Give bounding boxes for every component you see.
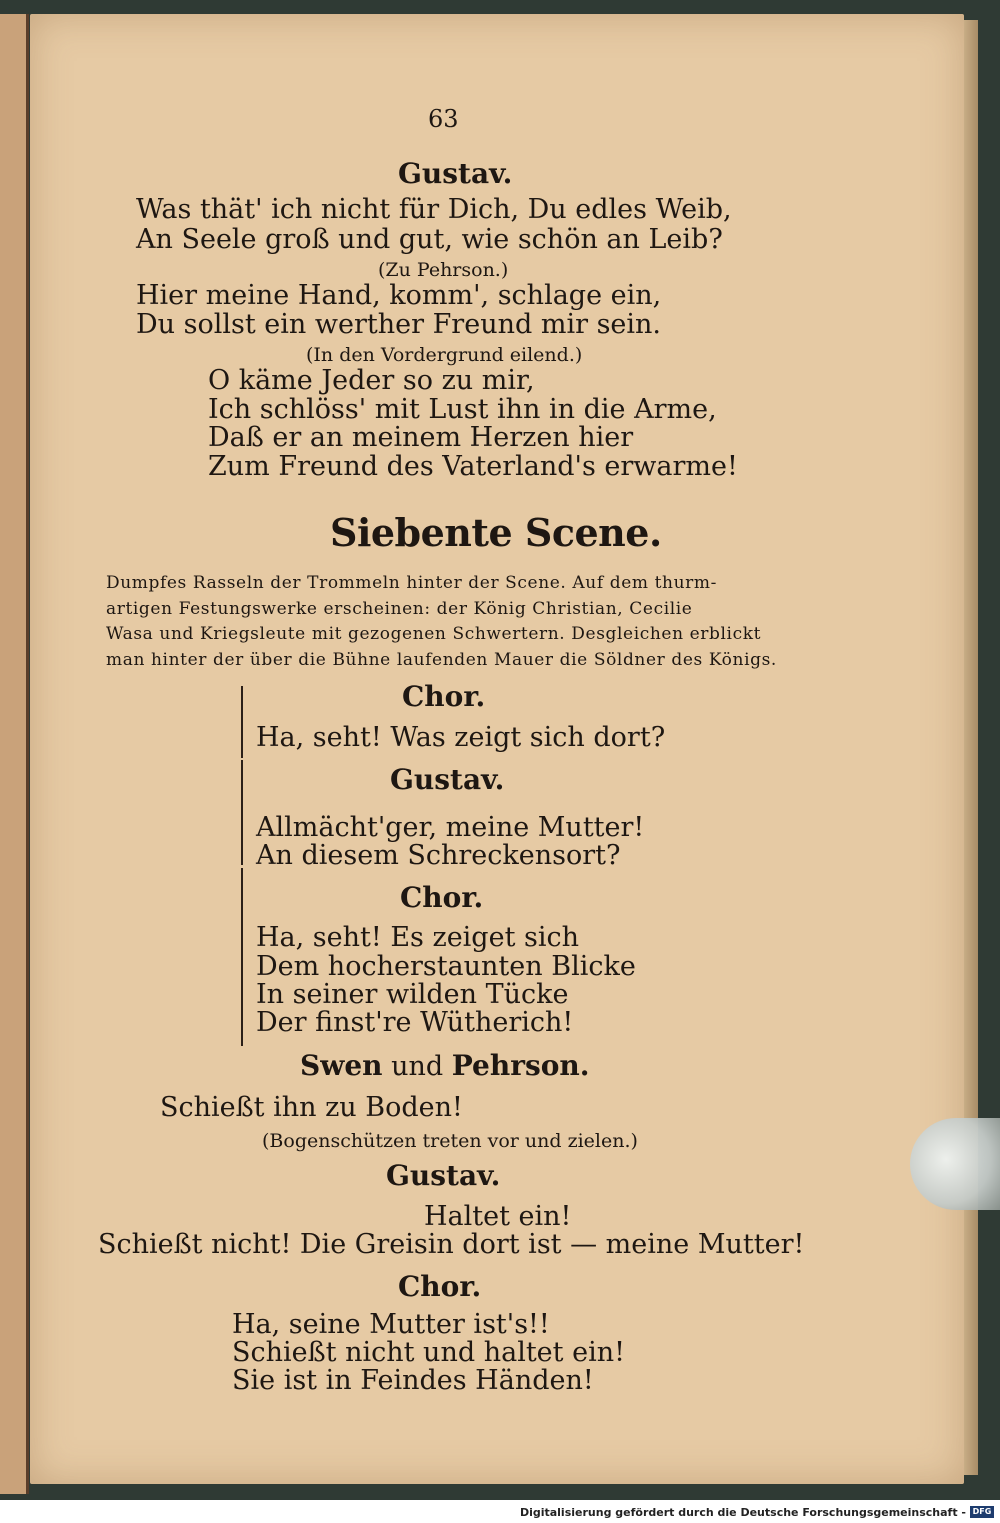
verse-line: Der finst're Wütherich! xyxy=(256,1007,574,1038)
page-stack-edge xyxy=(964,20,978,1475)
verse-line: Zum Freund des Vaterland's erwarme! xyxy=(208,451,738,482)
speakers-swen-pehrson xyxy=(300,1050,590,1083)
verse-line: Ha, seht! Was zeigt sich dort? xyxy=(256,722,666,753)
speaker-chor: Chor. xyxy=(400,881,484,914)
verse-line: Was thät' ich nicht für Dich, Du edles Weib, xyxy=(136,194,732,225)
bracket-gustav xyxy=(241,760,253,865)
verse-line: Haltet ein! xyxy=(424,1201,572,1232)
speaker-gustav: Gustav. xyxy=(390,763,505,796)
verse-line: Schießt ihn zu Boden! xyxy=(160,1092,463,1123)
verse-line: O käme Jeder so zu mir, xyxy=(208,365,535,396)
stage-direction: (Zu Pehrson.) xyxy=(378,259,509,281)
footer-credit: Digitalisierung gefördert durch die Deutsche Forschungsgemeinschaft - xyxy=(519,1506,966,1519)
speaker-pehrson: Pehrson. xyxy=(451,1049,590,1082)
stage-description-line: man hinter der über die Bühne laufenden Mauer die Söldner des Königs. xyxy=(106,650,777,670)
left-page-edge xyxy=(0,14,29,1494)
verse-line: Daß er an meinem Herzen hier xyxy=(208,422,634,453)
bracket-chor xyxy=(241,868,253,1046)
speaker-swen: Swen xyxy=(300,1049,383,1082)
verse-line: Ich schlöss' mit Lust ihn in die Arme, xyxy=(208,394,717,425)
speaker-gustav: Gustav. xyxy=(398,157,513,190)
verse-line: Du sollst ein werther Freund mir sein. xyxy=(136,309,662,340)
speaker-chor: Chor. xyxy=(398,1270,482,1303)
verse-line: Ha, seine Mutter ist's!! xyxy=(232,1309,550,1340)
dfg-logo: DFG xyxy=(970,1506,994,1518)
speaker-and: und xyxy=(391,1051,444,1082)
speaker-gustav: Gustav. xyxy=(386,1159,501,1192)
verse-line: An diesem Schreckensort? xyxy=(256,840,621,871)
page-holder-clip xyxy=(910,1118,1000,1210)
stage-description-line: artigen Festungswerke erscheinen: der König Christian, Cecilie xyxy=(106,599,693,619)
stage-direction: (Bogenschützen treten vor und zielen.) xyxy=(262,1130,638,1152)
verse-line: Schießt nicht! Die Greisin dort ist — meine Mutter! xyxy=(98,1229,805,1260)
verse-line: Allmächt'ger, meine Mutter! xyxy=(256,812,645,843)
scene-title: Siebente Scene. xyxy=(330,510,662,555)
verse-line: Dem hocherstaunten Blicke xyxy=(256,951,636,982)
stage-direction: (In den Vordergrund eilend.) xyxy=(306,344,583,366)
speaker-chor: Chor. xyxy=(402,680,486,713)
verse-line: An Seele groß und gut, wie schön an Leib? xyxy=(136,224,723,255)
verse-line: Sie ist in Feindes Händen! xyxy=(232,1365,594,1396)
page-number: 63 xyxy=(428,105,459,133)
bracket-chor xyxy=(241,686,253,758)
stage-description-line: Dumpfes Rasseln der Trommeln hinter der Scene. Auf dem thurm- xyxy=(106,573,717,593)
verse-line: In seiner wilden Tücke xyxy=(256,979,569,1010)
stage-description-line: Wasa und Kriegsleute mit gezogenen Schwertern. Desgleichen erblickt xyxy=(106,624,762,644)
verse-line: Ha, seht! Es zeiget sich xyxy=(256,922,579,953)
verse-line: Hier meine Hand, komm', schlage ein, xyxy=(136,280,662,311)
footer-bar xyxy=(0,1500,1000,1523)
verse-line: Schießt nicht und haltet ein! xyxy=(232,1337,625,1368)
